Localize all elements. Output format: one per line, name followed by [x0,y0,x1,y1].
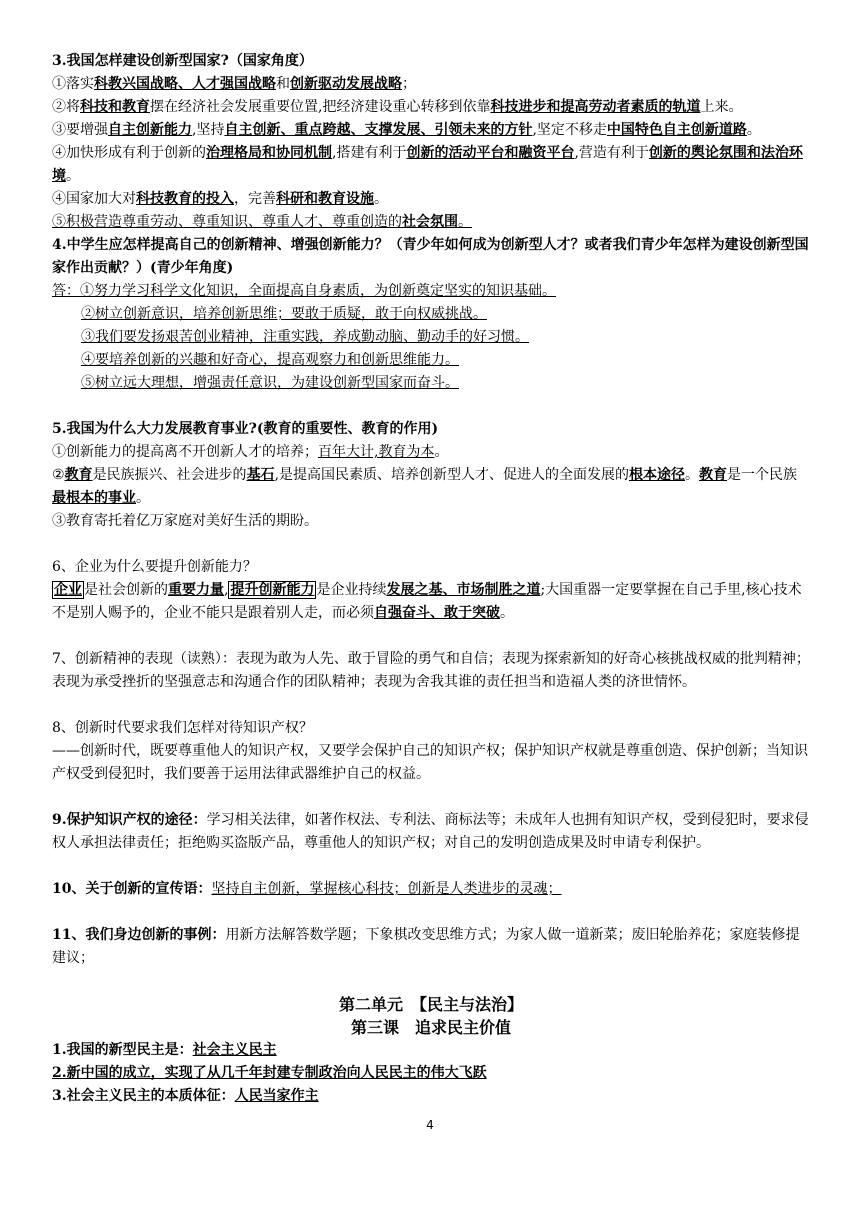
q5-item-1: ①创新能力的提高离不开创新人才的培养；百年大计,教育为本。 [52,444,449,460]
q8-title: 8、创新时代要求我们怎样对待知识产权？ [52,720,313,736]
q4-answer-3: ③我们要发扬艰苦创业精神，注重实践，养成勤动脑、勤动手的好习惯。 [81,329,529,345]
lesson-title: 第三课 追求民主价值 [350,1018,511,1037]
unit-title: 第二单元 【民主与法治】 [338,995,523,1014]
unit-item-2: 2.新中国的成立，实现了从几千年封建专制政治向人民民主的伟大飞跃 [52,1065,487,1081]
q5-item-2: ②教育是民族振兴、社会进步的基石,是提高国民素质、培养创新型人才、促进人的全面发展的根本途径。教育是一个民族最根本的事业。 [52,467,798,506]
q7-text: 7、创新精神的表现（读熟）：表现为敢为人先、敢于冒险的勇气和自信；表现为探索新知的好奇心核挑战权威的批判精神；表现为承受挫折的坚强意志和沟通合作的团队精神；表现为舍我其谁的责任担当和造福人类的济世情怀。 [52,651,810,690]
document-page [52,50,810,1108]
q6-title: 6、企业为什么要提升创新能力？ [52,559,257,575]
q4-answer-4: ④要培养创新的兴趣和好奇心，提高观察力和创新思维能力。 [81,352,459,368]
q9-text: 9.保护知识产权的途径：学习相关法律，如著作权法、专利法、商标法等；未成年人也拥有知识产权，受到侵犯时，要求侵权人承担法律责任；拒绝购买盗版产品，尊重他人的知识产权；对自己的发明创造成果及时申请专利保护。 [52,812,809,851]
q3-item-2: ②将科技和教育摆在经济社会发展重要位置,把经济建设重心转移到依靠科技进步和提高劳动者素质的轨道上来。 [52,99,743,115]
q8-text: ——创新时代，既要尊重他人的知识产权，又要学会保护自己的知识产权；保护知识产权就是尊重创造、保护创新；当知识产权受到侵犯时，我们要善于运用法律武器维护自己的权益。 [52,743,808,782]
q3-title: 3.我国怎样建设创新型国家?（国家角度） [52,53,313,69]
q3-item-6: ⑤积极营造尊重劳动、尊重知识、尊重人才、尊重创造的社会氛围。 [52,214,472,230]
q5-item-3: ③教育寄托着亿万家庭对美好生活的期盼。 [52,513,318,529]
page-number: 4 [426,1118,434,1132]
q6-answer: 企业 是社会创新的重要力量, 提升创新能力 是企业持续发展之基、市场制胜之道;大国重器一定要掌握在自己手里,核心技术不是别人赐予的，企业不能只是跟着别人走，而必须自强奋斗、敢于突破。 [52,582,802,621]
q11-text: 11、我们身边创新的事例：用新方法解答数学题；下象棋改变思维方式；为家人做一道新菜；废旧轮胎养花；家庭装修提建议； [52,927,800,966]
q3-item-4: ④加快形成有利于创新的治理格局和协同机制,搭建有利于创新的活动平台和融资平台,营造有利于创新的舆论氛围和法治环境。 [52,145,803,184]
q3-item-3: ③要增强自主创新能力,坚持自主创新、重点跨越、支撑发展、引领未来的方针,坚定不移走中国特色自主创新道路。 [52,122,761,138]
q4-answer-2: ②树立创新意识，培养创新思维；要敢于质疑，敢于向权威挑战。 [81,306,487,322]
q3-item-1: ①落实科教兴国战略、人才强国战略和创新驱动发展战略； [52,76,416,92]
q4-answer-5: ⑤树立远大理想，增强责任意识，为建设创新型国家而奋斗。 [81,375,459,391]
q10-text: 10、关于创新的宣传语：坚持自主创新，掌握核心科技；创新是人类进步的灵魂； [52,881,562,897]
unit-item-3: 3.社会主义民主的本质体征：人民当家作主 [52,1088,319,1104]
unit-item-1: 1.我国的新型民主是：社会主义民主 [52,1042,277,1058]
q5-title: 5.我国为什么大力发展教育事业?(教育的重要性、教育的作用) [52,421,439,437]
q4-title: 4.中学生应怎样提高自己的创新精神、增强创新能力？（青少年如何成为创新型人才？或者我们青少年怎样为建设创新型国家作出贡献？）(青少年角度) [52,237,809,276]
q4-answer-1: 答：①努力学习科学文化知识，全面提高自身素质，为创新奠定坚实的知识基础。 [52,283,556,299]
q3-item-5: ④国家加大对科技教育的投入，完善科研和教育设施。 [52,191,388,207]
